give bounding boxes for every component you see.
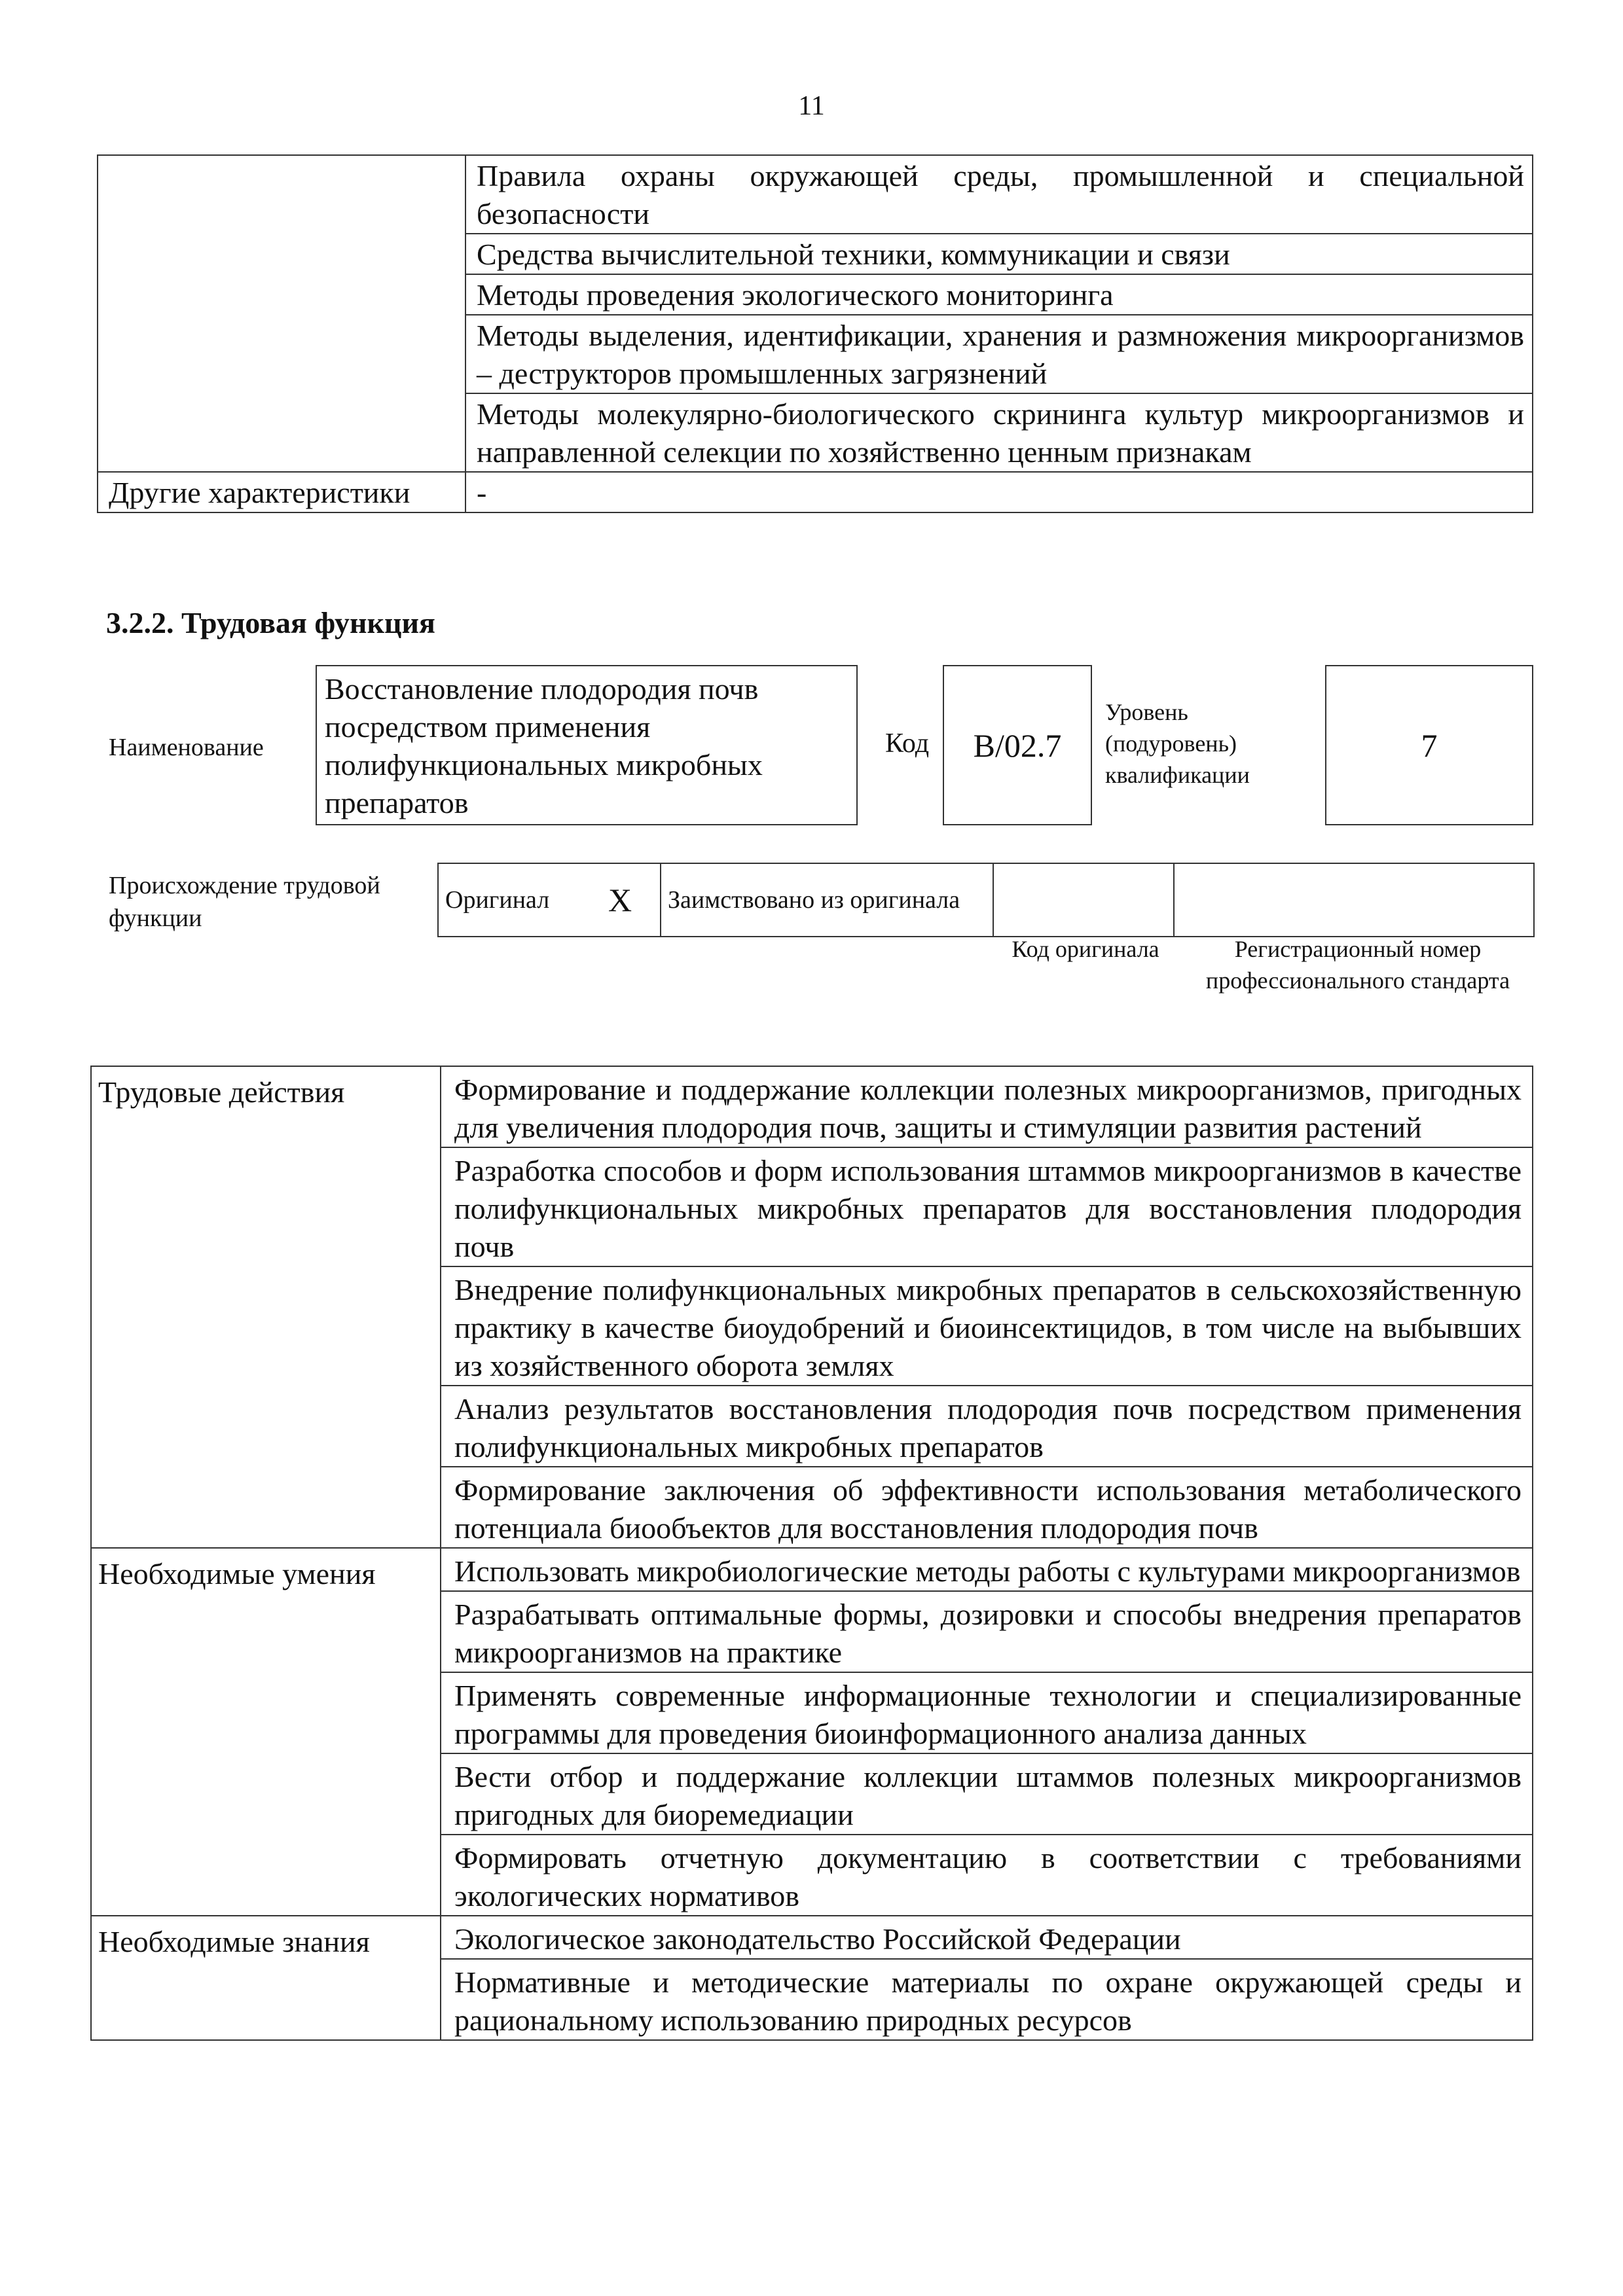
origin-table (437, 863, 1535, 937)
qualification-level-label: Уровень (подуровень) квалификации (1105, 699, 1250, 788)
original-label: Оригинал (438, 863, 602, 937)
skill-item: Использовать микробиологические методы работы с культурами микроорганизмов (441, 1548, 1533, 1591)
knowledge-item: Правила охраны окружающей среды, промышленной и специальной безопасности (465, 155, 1533, 234)
skill-item: Применять современные информационные технологии и специализированные программы для проведения биоинформационного анализа данных (441, 1672, 1533, 1753)
other-characteristics-label: Другие характеристики (98, 472, 465, 512)
reg-number-cell (1174, 863, 1534, 937)
knowledge-item: Нормативные и методические материалы по охране окружающей среды и рациональному использованию природных ресурсов (441, 1959, 1533, 2040)
action-item: Формирование и поддержание коллекции полезных микроорганизмов, пригодных для увеличения плодородия почв, защиты и стимуляции развития растений (441, 1066, 1533, 1147)
function-code-box: B/02.7 (943, 665, 1092, 825)
action-item: Внедрение полифункциональных микробных препаратов в сельскохозяйственную практику в качестве биоудобрений и биоинсектицидов, в том числе на выбывших из хозяйственного оборота землях (441, 1266, 1533, 1386)
action-item: Формирование заключения об эффективности использования метаболического потенциала биообъектов для восстановления плодородия почв (441, 1467, 1533, 1548)
knowledge-continuation-table (97, 154, 1533, 513)
skill-item: Разрабатывать оптимальные формы, дозировки и способы внедрения препаратов микроорганизмов на практике (441, 1591, 1533, 1672)
knowledge-item: Средства вычислительной техники, коммуникации и связи (465, 234, 1533, 274)
labor-function-table (90, 1066, 1533, 2041)
code-label: Код (885, 728, 930, 759)
origin-label: Происхождение трудовой функции (109, 872, 380, 932)
function-name-box: Восстановление плодородия почв посредством применения полифункциональных микробных препаратов (316, 665, 858, 825)
skills-label: Необходимые умения (91, 1548, 441, 1916)
section-heading: 3.2.2. Трудовая функция (106, 606, 435, 639)
action-item: Разработка способов и форм использования штаммов микроорганизмов в качестве полифункциональных микробных препаратов для восстановления плодородия почв (441, 1147, 1533, 1266)
action-item: Анализ результатов восстановления плодородия почв посредством применения полифункциональных микробных препаратов (441, 1386, 1533, 1467)
empty-label-cell (98, 155, 465, 472)
knowledge-label: Необходимые знания (91, 1916, 441, 2040)
knowledge-item: Экологическое законодательство Российской Федерации (441, 1916, 1533, 1959)
qualification-level-box: 7 (1325, 665, 1533, 825)
actions-label: Трудовые действия (91, 1066, 441, 1548)
other-characteristics-value: - (465, 472, 1533, 512)
knowledge-item: Методы молекулярно-биологического скрининга культур микроорганизмов и направленной селекции по хозяйственно ценным признакам (465, 393, 1533, 472)
skill-item: Формировать отчетную документацию в соответствии с требованиями экологических нормативов (441, 1835, 1533, 1916)
code-original-caption: Код оригинала (1012, 936, 1159, 962)
code-original-cell (993, 863, 1174, 937)
reg-number-caption: Регистрационный номер профессионального стандарта (1205, 936, 1510, 994)
knowledge-item: Методы выделения, идентификации, хранения и размножения микроорганизмов – деструкторов промышленных загрязнений (465, 315, 1533, 393)
page-number: 11 (798, 91, 825, 121)
skill-item: Вести отбор и поддержание коллекции штаммов полезных микроорганизмов пригодных для биоремедиации (441, 1753, 1533, 1835)
original-mark: X (602, 863, 661, 937)
borrowed-label: Заимствовано из оригинала (661, 863, 993, 937)
knowledge-item: Методы проведения экологического мониторинга (465, 274, 1533, 315)
name-label: Наименование (109, 734, 264, 761)
